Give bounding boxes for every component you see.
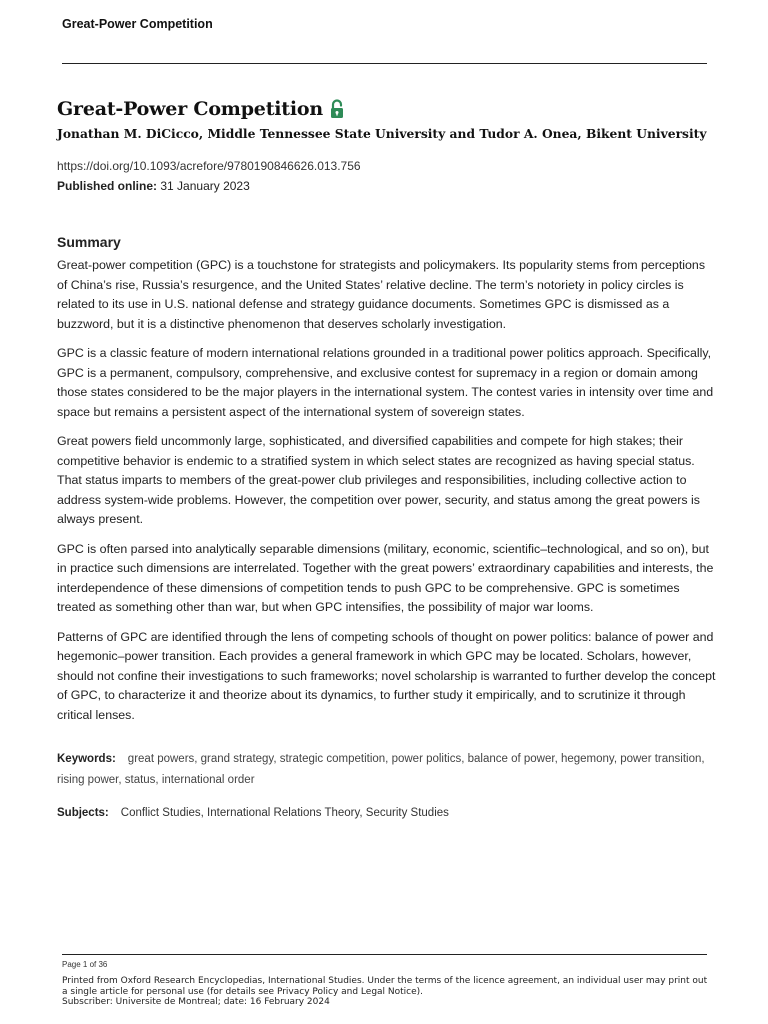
published-label: Published online: bbox=[57, 179, 158, 193]
published-date-value: 31 January 2023 bbox=[160, 179, 250, 193]
subjects-list[interactable]: Conflict Studies, International Relations Theory, Security Studies bbox=[120, 807, 449, 819]
article-title: Great-Power Competition bbox=[57, 98, 323, 120]
summary-paragraph: Great powers field uncommonly large, sophisticated, and diversified capabilities and compete for high stakes; their competitive behavior is endemic to a stratified system in which select states are recognized as having special status. That status imparts to members of the great-power club privileges and responsibilities, including collective action to address system-wide problems. However, the competition over power, security, and status among the great powers is always present. bbox=[57, 434, 701, 526]
summary-paragraph: Patterns of GPC are identified through the lens of competing schools of thought on power politics: balance of power and hegemonic–power transition. Each provides a general framework in which GPC may be located. Scholars, however, should not confine their investigations to such frameworks; novel scholarship is warranted to further develop the concept of GPC, to characterize it and theorize about its dynamics, to further study it empirically, and to scrutinize it through critical lenses. bbox=[57, 629, 716, 722]
footer-notice bbox=[62, 976, 712, 1008]
summary-heading: Summary bbox=[57, 234, 121, 250]
subjects-section bbox=[57, 807, 717, 819]
keywords-label: Keywords: bbox=[57, 753, 116, 765]
footer-subscriber-text: Subscriber: Universite de Montreal; date: 16 February 2024 bbox=[62, 997, 330, 1007]
summary-paragraph: GPC is a classic feature of modern international relations grounded in a traditional power politics approach. Specifically, GPC is a permanent, compulsory, comprehensive, and exclusive contest for supremacy in a region or domain among those states considered to be the major players in the international system. The contest varies in intensity over time and space but remains a persistent aspect of the international system of sovereign states. bbox=[57, 346, 714, 419]
keywords-list[interactable]: great powers, grand strategy, strategic competition, power politics, balance of power, hegemony, power transition, rising power, status, international order bbox=[57, 753, 705, 786]
running-header: Great-Power Competition bbox=[62, 17, 213, 31]
summary-body bbox=[57, 256, 717, 735]
open-access-lock-icon bbox=[329, 99, 345, 119]
article-title-row bbox=[57, 98, 345, 120]
published-date bbox=[57, 179, 250, 193]
article-authors: Jonathan M. DiCicco, Middle Tennessee State University and Tudor A. Onea, Bikent University bbox=[57, 126, 707, 141]
summary-paragraph: Great-power competition (GPC) is a touchstone for strategists and policymakers. Its popularity stems from perceptions of China’s rise, Russia’s resurgence, and the United States’ relative decline. The term’s notoriety in policy circles is related to its use in U.S. national defense and strategy guidance documents. Sometimes GPC is dismissed as a buzzword, but it is a distinctive phenomenon that deserves scholarly investigation. bbox=[57, 258, 706, 331]
summary-paragraph: GPC is often parsed into analytically separable dimensions (military, economic, scientific–technological, and so on), but in practice such dimensions are interrelated. Together with the great powers’ extraordinary capabilities and interests, the interdependence of these dimensions of competition tends to push GPC to be comprehensive. GPC is sometimes treated as something other than war, but when GPC intensifies, the possibility of major war looms. bbox=[57, 541, 714, 614]
footer-divider bbox=[62, 954, 707, 955]
header-divider bbox=[62, 63, 707, 64]
keywords-section bbox=[57, 749, 717, 791]
page-number: Page 1 of 36 bbox=[62, 960, 108, 969]
doi-link[interactable]: https://doi.org/10.1093/acrefore/9780190846626.013.756 bbox=[57, 159, 361, 173]
subjects-label: Subjects: bbox=[57, 807, 109, 819]
footer-license-text: Printed from Oxford Research Encyclopedias, International Studies. Under the terms of the licence agreement, an individual user may print out a single article for personal use (for details see Privacy Policy and Legal Notice). bbox=[62, 976, 708, 997]
